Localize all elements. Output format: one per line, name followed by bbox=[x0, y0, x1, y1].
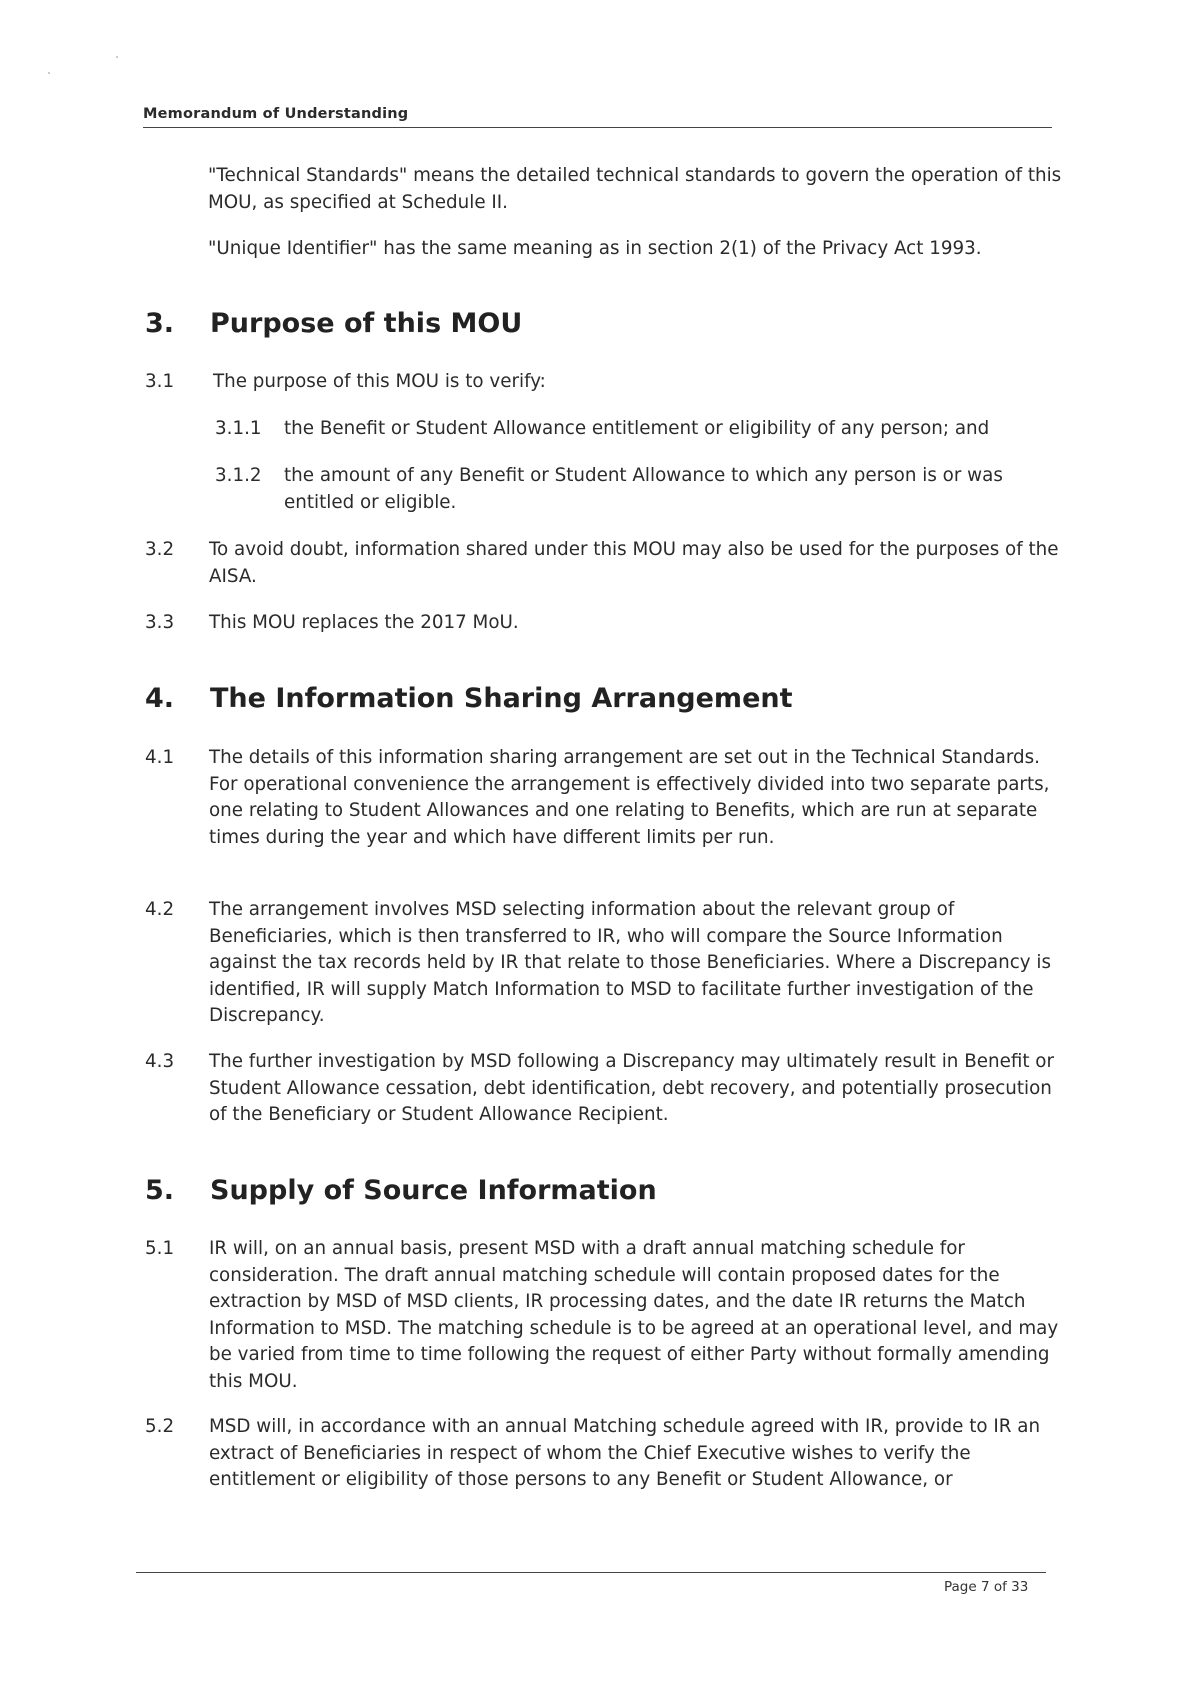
page-number: Page 7 of 33 bbox=[944, 1579, 1029, 1595]
clause-text: The details of this information sharing arrangement are set out in the Technical Standards. For operational convenience the arrangement is effectively divided into two separate parts, one relating to Student Allowances and one relating to Benefits, which are run at separate times during the year and which have different limits per run. bbox=[209, 747, 1050, 848]
footer-rule bbox=[136, 1572, 1046, 1573]
definition-unique-identifier: "Unique Identifier" has the same meaning as in section 2(1) of the Privacy Act 1993. bbox=[208, 238, 982, 259]
subclause-number: 3.1.1 bbox=[215, 418, 262, 439]
header-title: Memorandum of Understanding bbox=[143, 106, 409, 122]
clause-number: 5.2 bbox=[145, 1416, 175, 1437]
definition-technical-standards: "Technical Standards" means the detailed technical standards to govern the operation of this MOU, as specified at Schedule II. bbox=[208, 165, 1062, 213]
clause-number: 4.3 bbox=[145, 1051, 175, 1072]
subclause-number: 3.1.2 bbox=[215, 465, 262, 486]
section-3-title: Purpose of this MOU bbox=[210, 308, 523, 339]
clause-number: 3.1 bbox=[145, 371, 175, 392]
clause-number: 4.2 bbox=[145, 899, 175, 920]
clause-number: 3.3 bbox=[145, 612, 175, 633]
section-5-number: 5. bbox=[145, 1175, 175, 1206]
clause-text: The arrangement involves MSD selecting information about the relevant group of Beneficiaries, which is then transferred to IR, who will compare the Source Information against the tax records held by IR that relate to those Beneficiaries. Where a Discrepancy is identified, IR will supply Match Information to MSD to facilitate further investigation of the Discrepancy. bbox=[209, 899, 1052, 1026]
clause-text: The purpose of this MOU is to verify: bbox=[213, 371, 546, 392]
clause-number: 5.1 bbox=[145, 1238, 175, 1259]
section-3-number: 3. bbox=[145, 308, 175, 339]
clause-text: To avoid doubt, information shared under this MOU may also be used for the purposes of the AISA. bbox=[209, 539, 1059, 587]
section-4-title: The Information Sharing Arrangement bbox=[210, 683, 793, 714]
clause-text: MSD will, in accordance with an annual Matching schedule agreed with IR, provide to IR an extract of Beneficiaries in respect of whom the Chief Executive wishes to verify the entitlement or eligibility of those persons to any Benefit or Student Allowance, or bbox=[209, 1416, 1041, 1490]
header-rule bbox=[143, 127, 1052, 128]
clause-number: 4.1 bbox=[145, 747, 175, 768]
subclause-text: the amount of any Benefit or Student Allowance to which any person is or was entitled or eligible. bbox=[284, 465, 1003, 513]
clause-text: IR will, on an annual basis, present MSD with a draft annual matching schedule for consideration. The draft annual matching schedule will contain proposed dates for the extraction by MSD of MSD clients, IR processing dates, and the date IR returns the Match Information to MSD. The matching schedule is to be agreed at an operational level, and may be varied from time to time following the request of either Party without formally amending this MOU. bbox=[209, 1238, 1059, 1392]
clause-number: 3.2 bbox=[145, 539, 175, 560]
subclause-text: the Benefit or Student Allowance entitlement or eligibility of any person; and bbox=[284, 418, 990, 439]
scan-speck bbox=[48, 72, 50, 74]
scan-speck bbox=[116, 56, 118, 58]
clause-text: This MOU replaces the 2017 MoU. bbox=[209, 612, 519, 633]
section-5-title: Supply of Source Information bbox=[210, 1175, 657, 1206]
section-4-number: 4. bbox=[145, 683, 175, 714]
clause-text: The further investigation by MSD following a Discrepancy may ultimately result in Benefit or Student Allowance cessation, debt identification, debt recovery, and potentially prosecution of the Beneficiary or Student Allowance Recipient. bbox=[209, 1051, 1055, 1125]
